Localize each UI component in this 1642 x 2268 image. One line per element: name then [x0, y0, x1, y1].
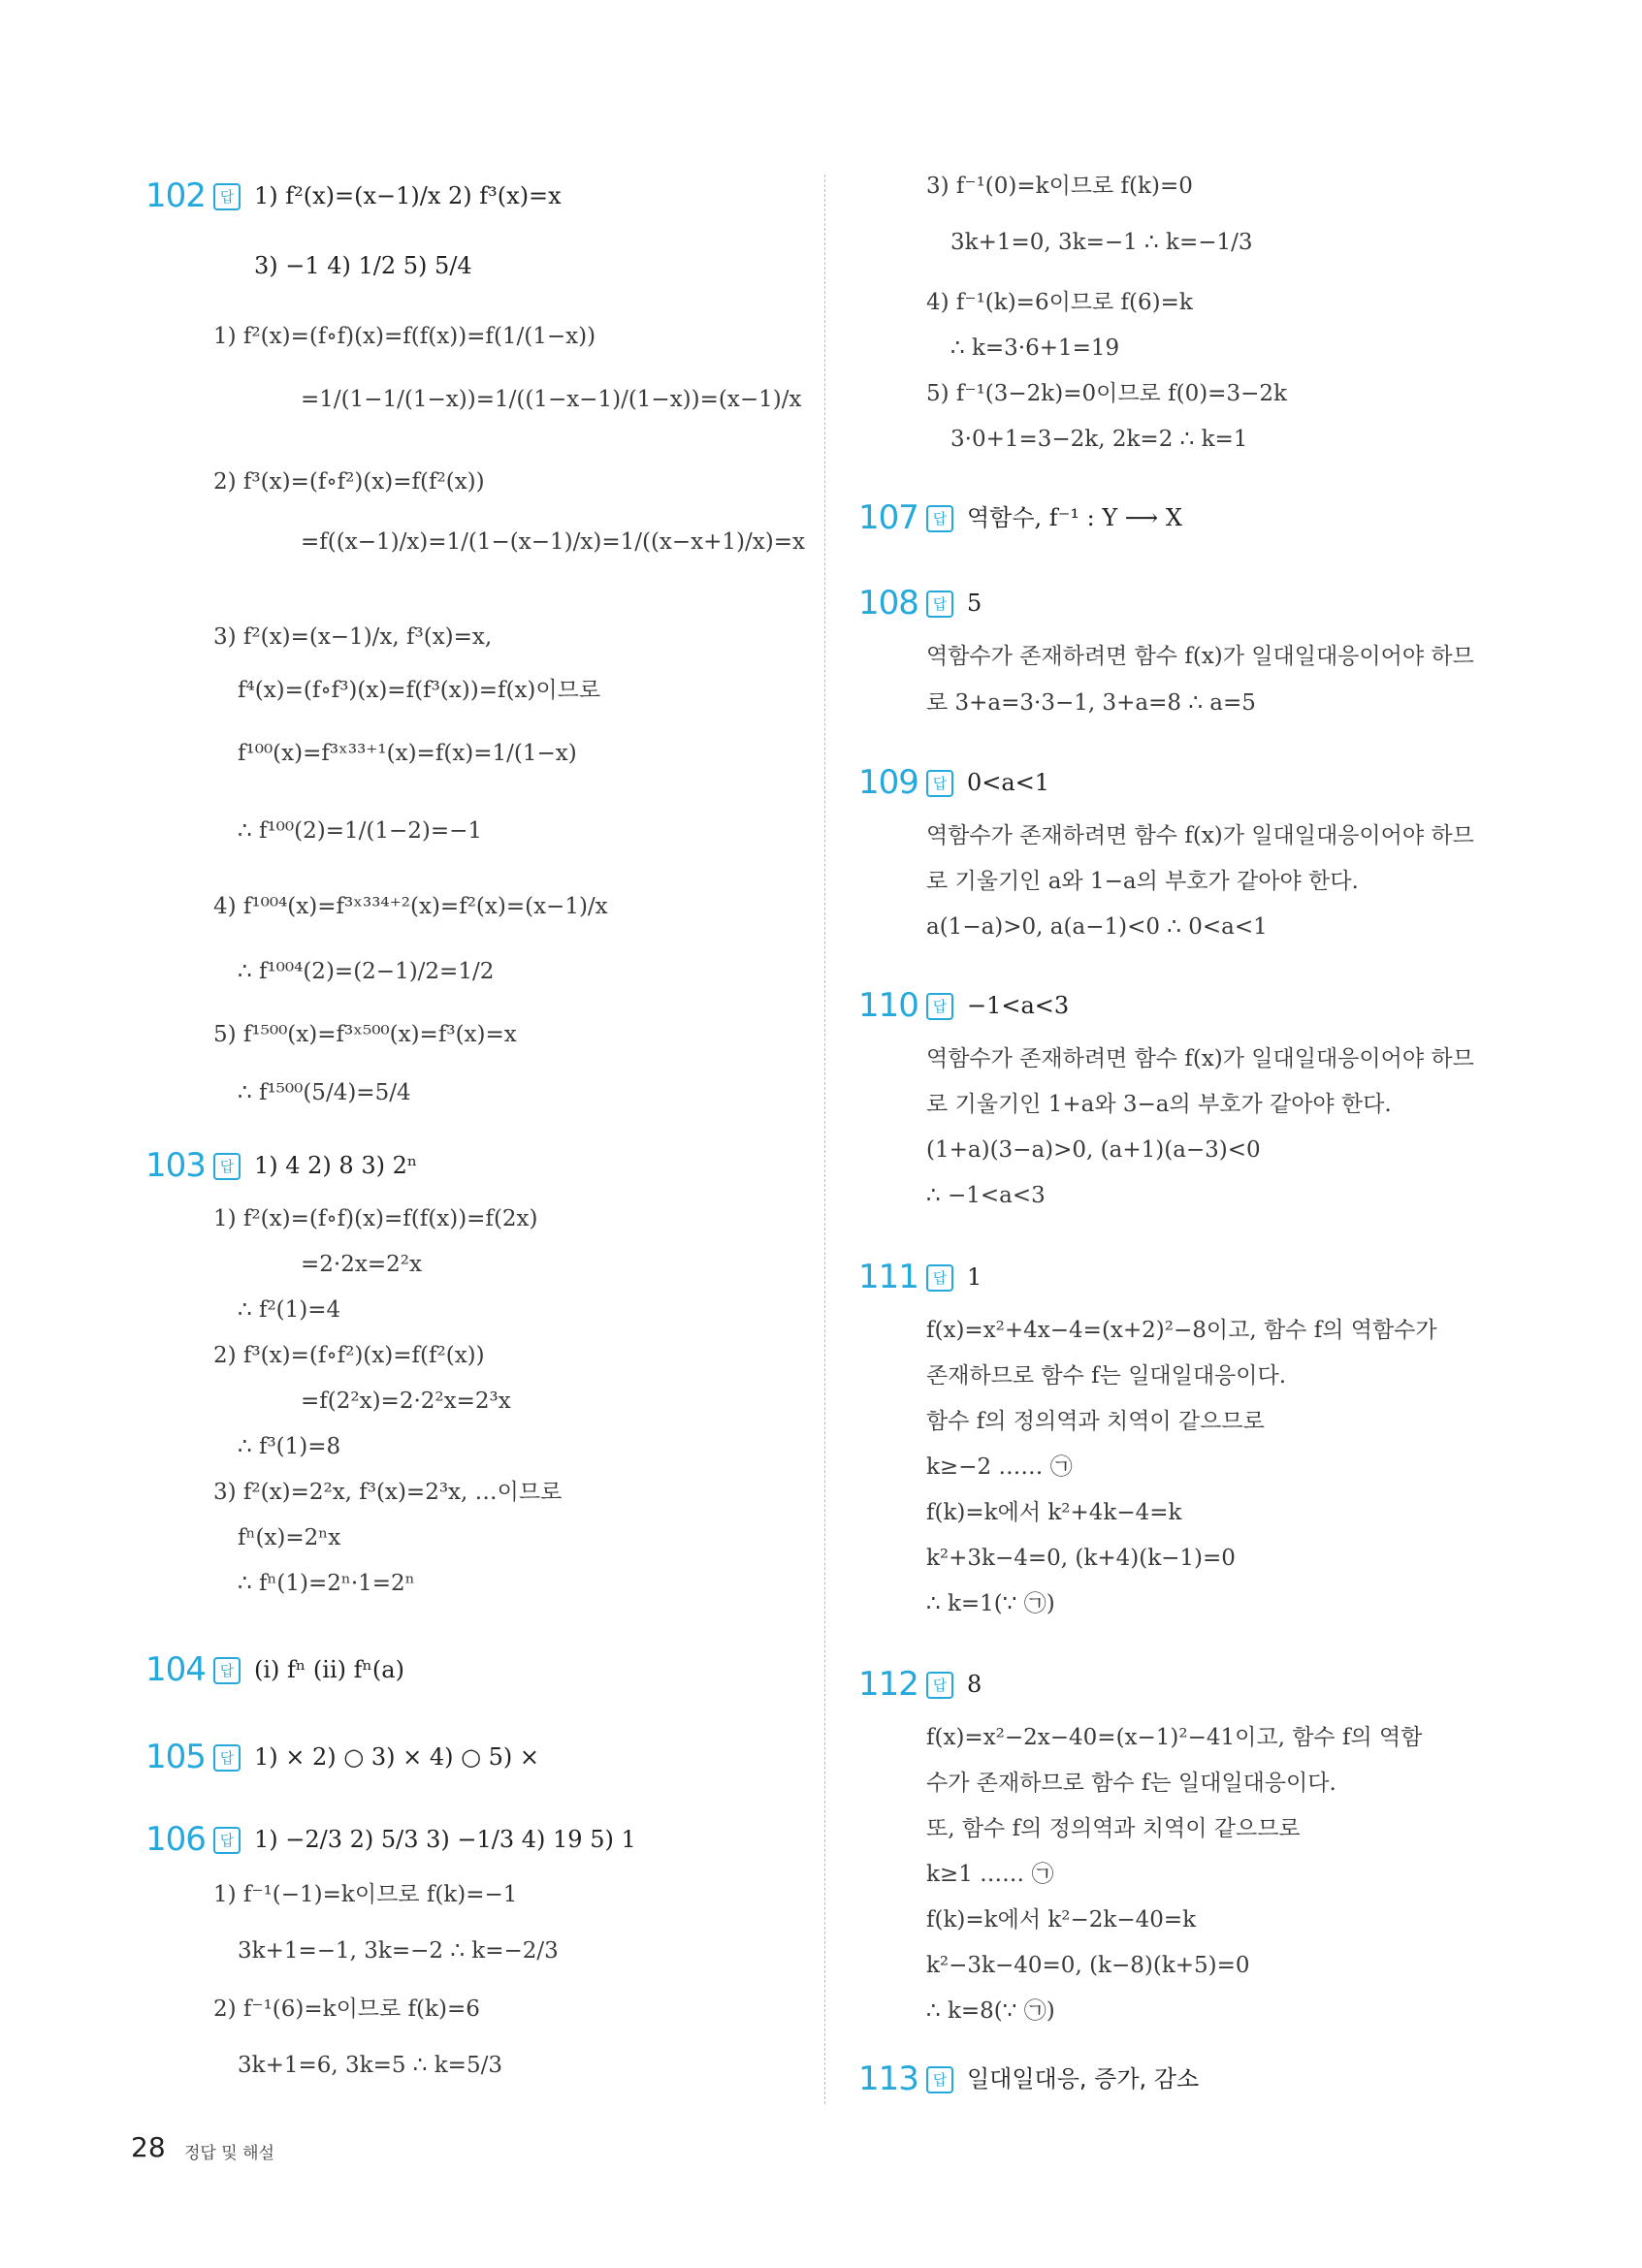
problem-number: 107	[858, 498, 918, 537]
solution-line: ∴ −1<a<3	[926, 1183, 1046, 1208]
solution-line: f(k)=k에서 k²−2k−40=k	[926, 1907, 1197, 1933]
answer-line: 1) f²(x)=(x−1)/x 2) f³(x)=x	[254, 182, 562, 209]
problem-number: 102	[145, 176, 206, 215]
answer-line: (i) fⁿ (ii) fⁿ(a)	[254, 1656, 404, 1683]
solution-line: 로 기울기인 a와 1−a의 부호가 같아야 한다.	[926, 869, 1359, 894]
problem-number: 103	[145, 1146, 206, 1185]
problem-105	[145, 1736, 815, 1784]
solution-line: 5) f¹⁵⁰⁰(x)=f³ˣ⁵⁰⁰(x)=f³(x)=x	[213, 1022, 517, 1047]
solution-line: 역함수가 존재하려면 함수 f(x)가 일대일대응이어야 하므	[926, 823, 1474, 848]
solution-line: ∴ f²(1)=4	[238, 1297, 341, 1323]
problem-number: 110	[858, 986, 918, 1025]
solution-line: f(x)=x²−2x−40=(x−1)²−41이고, 함수 f의 역함	[926, 1725, 1423, 1750]
solution-line: 3) f²(x)=2²x, f³(x)=2³x, …이므로	[213, 1480, 563, 1505]
answer-line: 1	[967, 1263, 982, 1291]
solution-line: 1) f²(x)=(f∘f)(x)=f(f(x))=f(2x)	[213, 1206, 538, 1231]
solution-line: 3k+1=−1, 3k=−2 ∴ k=−2/3	[238, 1938, 559, 1964]
solution-line: =f((x−1)/x)=1/(1−(x−1)/x)=1/((x−x+1)/x)=x	[301, 529, 805, 555]
answer-line: 역함수, f⁻¹ : Y ⟶ X	[967, 504, 1182, 531]
solution-line: 4) f¹⁰⁰⁴(x)=f³ˣ³³⁴⁺²(x)=f²(x)=(x−1)/x	[213, 894, 608, 919]
solution-line: ∴ f¹⁰⁰⁴(2)=(2−1)/2=1/2	[238, 959, 495, 984]
problem-108	[858, 582, 1498, 716]
solution-line: 수가 존재하므로 함수 f는 일대일대응이다.	[926, 1771, 1336, 1796]
answer-line: 1) 4 2) 8 3) 2ⁿ	[254, 1152, 418, 1179]
problem-number: 104	[145, 1650, 206, 1689]
problem-111	[858, 1256, 1498, 1616]
solution-line: fⁿ(x)=2ⁿx	[238, 1525, 341, 1550]
answer-marker: 답	[213, 183, 241, 210]
solution-line: k²+3k−4=0, (k+4)(k−1)=0	[926, 1546, 1236, 1571]
problem-104	[145, 1648, 815, 1697]
answer-marker: 답	[926, 770, 953, 797]
problem-109	[858, 761, 1498, 940]
problem-number: 106	[145, 1820, 206, 1859]
solution-line: 3k+1=0, 3k=−1 ∴ k=−1/3	[950, 230, 1253, 255]
solution-line: 로 3+a=3·3−1, 3+a=8 ∴ a=5	[926, 690, 1256, 716]
problem-107	[858, 496, 1498, 545]
problem-110	[858, 984, 1498, 1208]
answer-line: 1) × 2) ○ 3) × 4) ○ 5) ×	[254, 1743, 540, 1771]
problem-102	[145, 175, 815, 1105]
answer-line: 1) −2/3 2) 5/3 3) −1/3 4) 19 5) 1	[254, 1826, 636, 1853]
answer-marker: 답	[926, 1264, 953, 1292]
problem-number: 105	[145, 1738, 206, 1776]
answer-marker: 답	[926, 2066, 953, 2093]
solution-line: f¹⁰⁰(x)=f³ˣ³³⁺¹(x)=f(x)=1/(1−x)	[238, 741, 577, 766]
solution-line: 2) f⁻¹(6)=k이므로 f(k)=6	[213, 1996, 480, 2022]
solution-line: 역함수가 존재하려면 함수 f(x)가 일대일대응이어야 하므	[926, 644, 1474, 669]
solution-line: 3) f²(x)=(x−1)/x, f³(x)=x,	[213, 624, 493, 650]
solution-line: 2) f³(x)=(f∘f²)(x)=f(f²(x))	[213, 1343, 485, 1368]
problem-113	[858, 2058, 1498, 2106]
solution-line: 3k+1=6, 3k=5 ∴ k=5/3	[238, 2053, 502, 2078]
answer-marker: 답	[926, 591, 953, 618]
answer-marker: 답	[213, 1153, 241, 1180]
solution-line: ∴ fⁿ(1)=2ⁿ·1=2ⁿ	[238, 1571, 415, 1596]
answer-marker: 답	[926, 993, 953, 1020]
solution-line: k²−3k−40=0, (k−8)(k+5)=0	[926, 1953, 1250, 1978]
problem-103	[145, 1144, 815, 1596]
answer-line: 5	[967, 590, 982, 617]
solution-line: 함수 f의 정의역과 치역이 같으므로	[926, 1409, 1265, 1434]
answer-marker: 답	[213, 1744, 241, 1772]
solution-line: 4) f⁻¹(k)=6이므로 f(6)=k	[926, 290, 1193, 315]
solution-line: 3) f⁻¹(0)=k이므로 f(k)=0	[926, 174, 1193, 199]
problem-number: 109	[858, 763, 918, 802]
solution-line: f(k)=k에서 k²+4k−4=k	[926, 1500, 1182, 1525]
problem-number: 108	[858, 584, 918, 623]
answer-marker: 답	[213, 1827, 241, 1854]
footer-section: 정답 및 해설	[184, 2144, 274, 2163]
solution-line: k≥1 …… ㉠	[926, 1862, 1054, 1887]
solution-line: 1) f⁻¹(−1)=k이므로 f(k)=−1	[213, 1882, 518, 1907]
solution-line: 3·0+1=3−2k, 2k=2 ∴ k=1	[950, 427, 1248, 452]
solution-line: ∴ k=1(∵ ㉠)	[926, 1591, 1055, 1616]
problem-number: 112	[858, 1665, 918, 1704]
solution-line: f(x)=x²+4x−4=(x+2)²−8이고, 함수 f의 역함수가	[926, 1318, 1437, 1343]
solution-line: ∴ f³(1)=8	[238, 1434, 341, 1459]
answer-line: 8	[967, 1671, 982, 1698]
problem-number: 113	[858, 2060, 918, 2098]
answer-marker: 답	[926, 1672, 953, 1699]
solution-line: f⁴(x)=(f∘f³)(x)=f(f³(x))=f(x)이므로	[238, 678, 601, 703]
solution-line: 역함수가 존재하려면 함수 f(x)가 일대일대응이어야 하므	[926, 1046, 1474, 1071]
solution-line: 5) f⁻¹(3−2k)=0이므로 f(0)=3−2k	[926, 381, 1287, 406]
problem-106	[145, 1818, 815, 2078]
answer-line: 3) −1 4) 1/2 5) 5/4	[254, 252, 472, 279]
solution-line: =2·2x=2²x	[301, 1252, 422, 1277]
solution-line: 1) f²(x)=(f∘f)(x)=f(f(x))=f(1/(1−x))	[213, 324, 596, 349]
solution-line: 존재하므로 함수 f는 일대일대응이다.	[926, 1363, 1287, 1389]
solution-line: ∴ k=8(∵ ㉠)	[926, 1998, 1055, 2024]
column-divider	[824, 175, 825, 2104]
solution-line: =1/(1−1/(1−x))=1/((1−x−1)/(1−x))=(x−1)/x	[301, 387, 802, 412]
solution-line: k≥−2 …… ㉠	[926, 1454, 1073, 1480]
solution-line: 또, 함수 f의 정의역과 치역이 같으므로	[926, 1816, 1301, 1841]
solution-line: ∴ f¹⁰⁰(2)=1/(1−2)=−1	[238, 818, 483, 844]
problem-number: 111	[858, 1258, 918, 1296]
problem-112	[858, 1663, 1498, 2024]
solution-line: a(1−a)>0, a(a−1)<0 ∴ 0<a<1	[926, 914, 1268, 940]
solution-line: ∴ f¹⁵⁰⁰(5/4)=5/4	[238, 1080, 411, 1105]
solution-line: 로 기울기인 1+a와 3−a의 부호가 같아야 한다.	[926, 1092, 1392, 1117]
answer-marker: 답	[926, 505, 953, 532]
answer-marker: 답	[213, 1657, 241, 1684]
answer-line: 일대일대응, 증가, 감소	[967, 2065, 1200, 2092]
solution-line: (1+a)(3−a)>0, (a+1)(a−3)<0	[926, 1137, 1261, 1163]
solution-line: =f(2²x)=2·2²x=2³x	[301, 1389, 511, 1414]
answer-line: −1<a<3	[967, 992, 1070, 1019]
answer-line: 0<a<1	[967, 769, 1050, 796]
solution-line: 2) f³(x)=(f∘f²)(x)=f(f²(x))	[213, 469, 485, 495]
page-number: 28	[131, 2131, 166, 2163]
solution-line: ∴ k=3·6+1=19	[950, 335, 1120, 361]
